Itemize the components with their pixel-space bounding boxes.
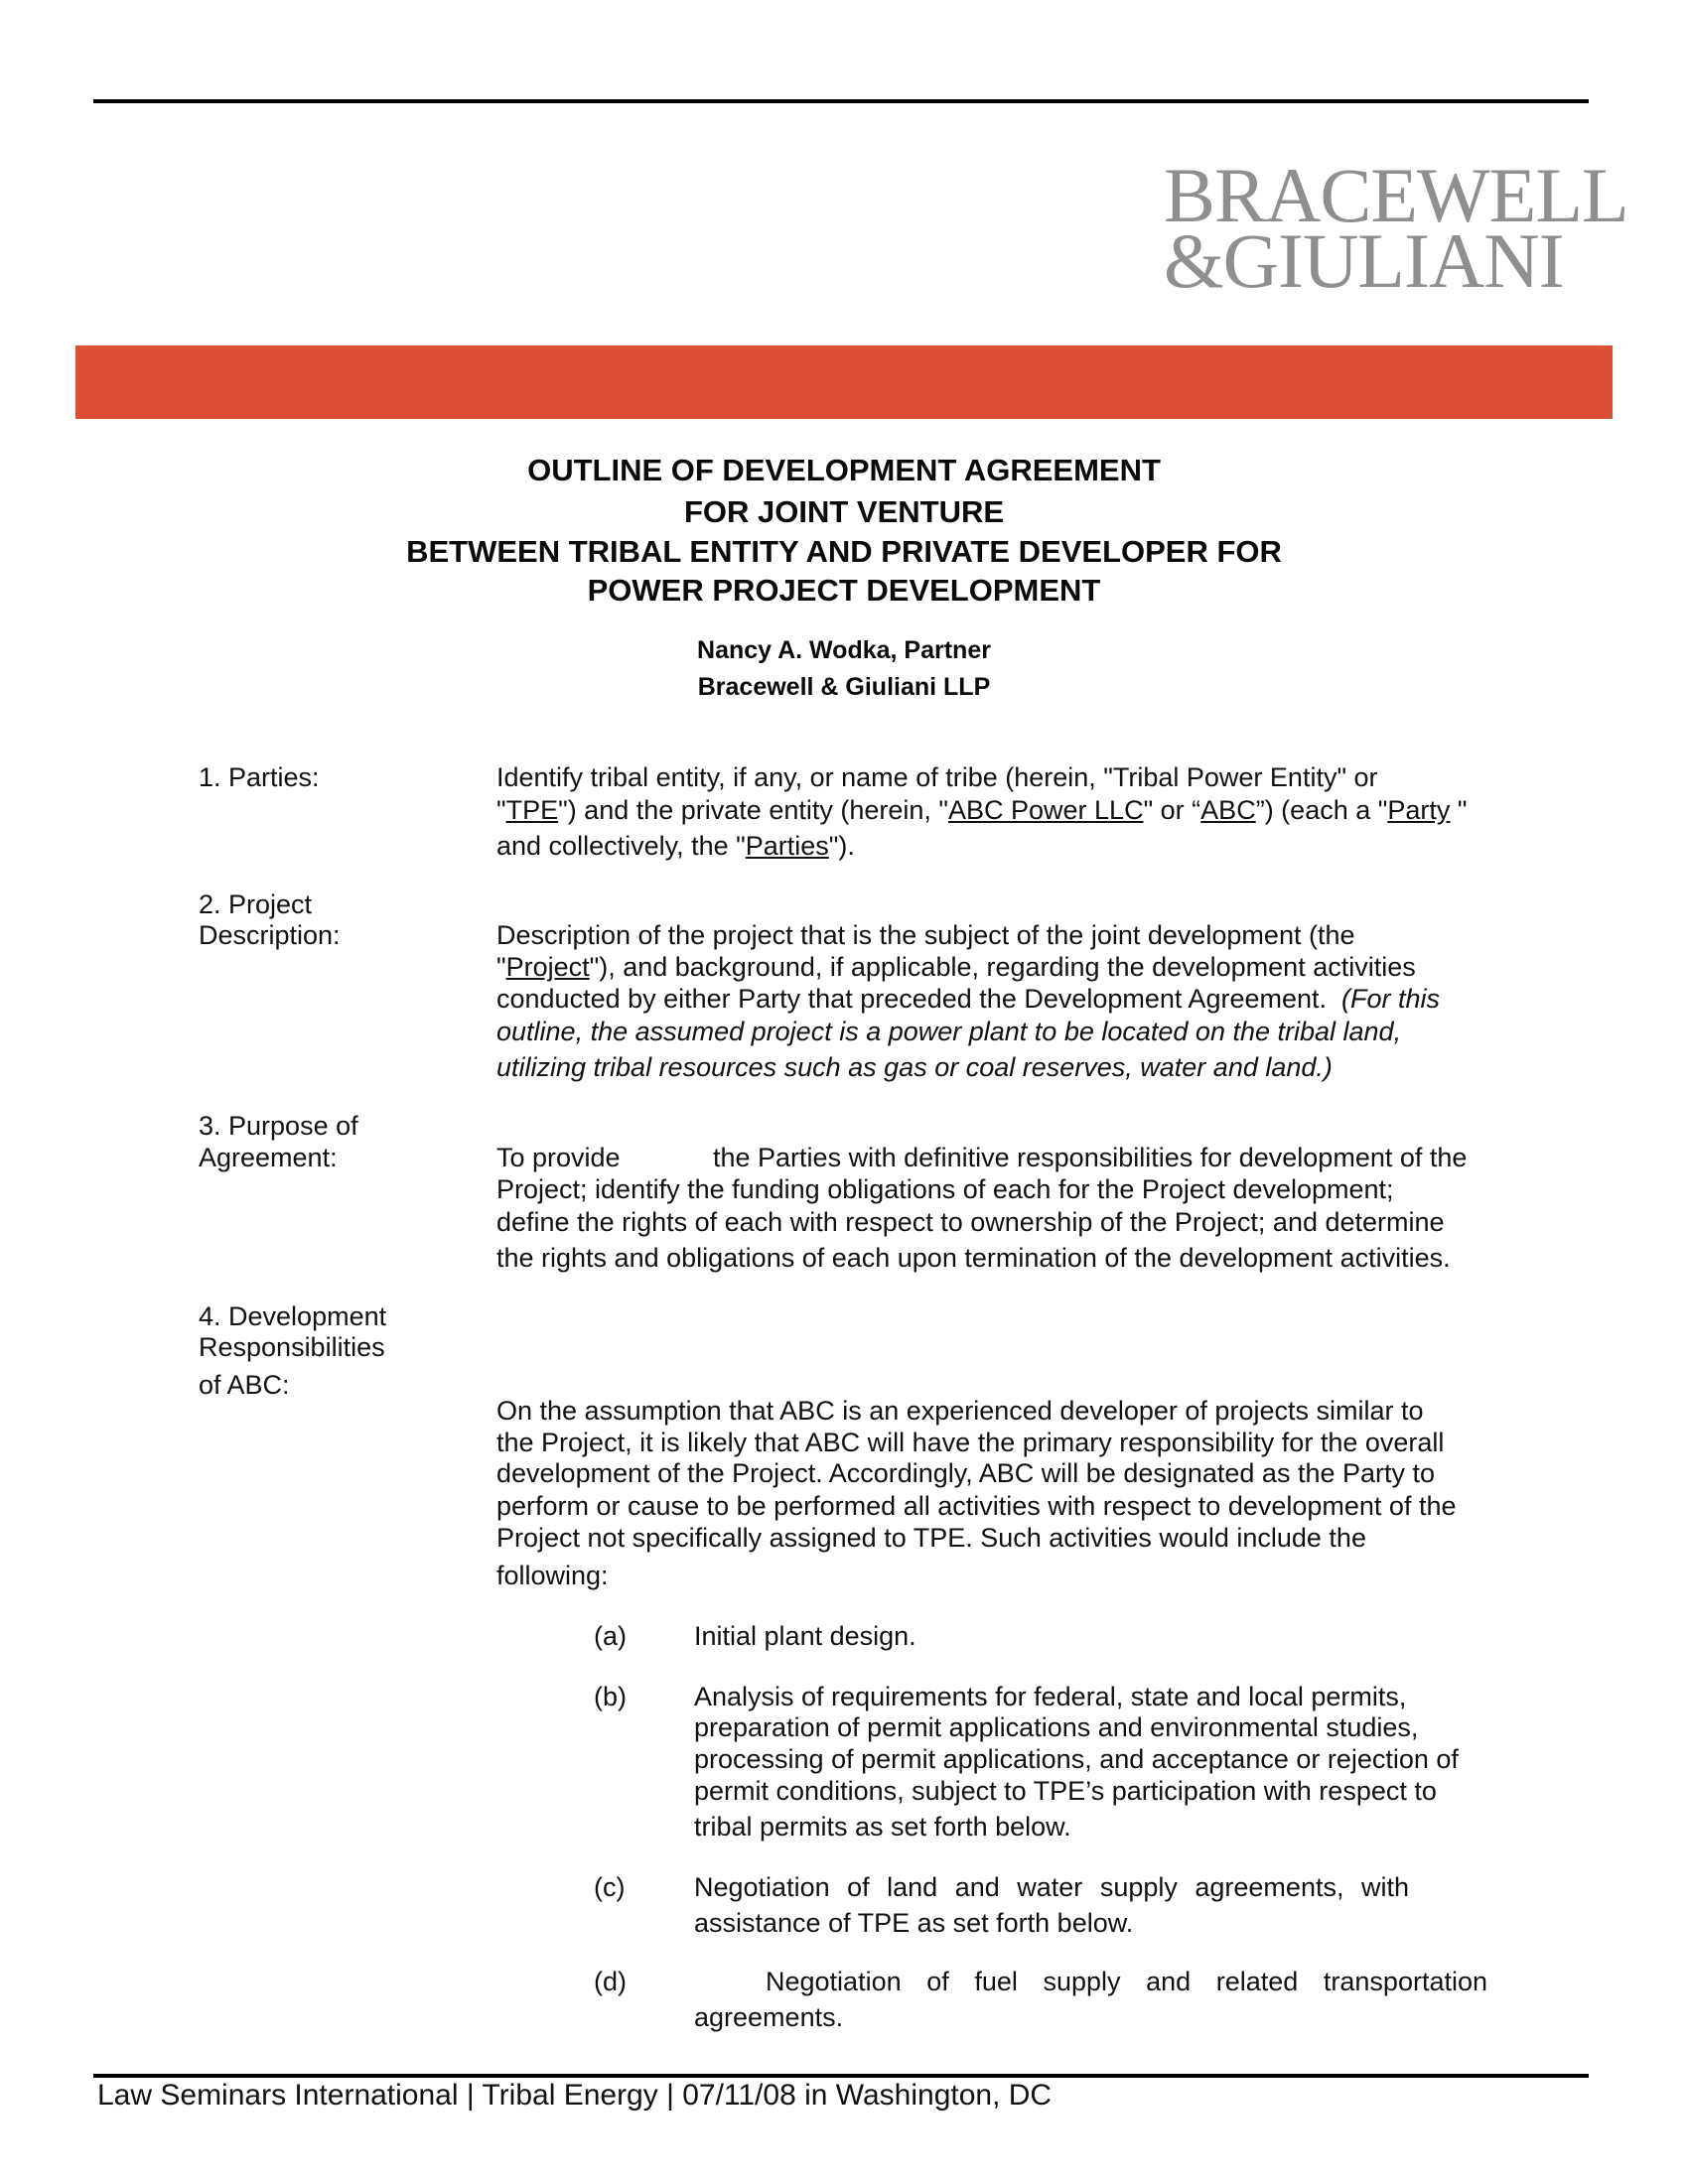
item-b-line-5: tribal permits as set forth below. — [694, 1812, 1071, 1842]
defined-term-abc-power-llc: ABC Power LLC — [947, 795, 1144, 825]
section-4-line-6: following: — [496, 1561, 609, 1590]
defined-term-party: Party — [1387, 795, 1451, 825]
section-2-line-4: outline, the assumed project is a power plant to be located on the tribal land, — [496, 1017, 1402, 1046]
item-d-line-2: agreements. — [694, 2002, 844, 2032]
section-2-line-3 — [496, 986, 1440, 1013]
item-b-line-4: permit conditions, subject to TPE’s participation with respect to — [694, 1776, 1437, 1806]
section-4-label-1: 4. Development — [199, 1301, 387, 1331]
text-fragment: conducted by either Party that preceded the Development Agreement. — [496, 984, 1342, 1014]
item-a-line-1: Initial plant design. — [694, 1621, 916, 1651]
item-c-line-2: assistance of TPE as set forth below. — [694, 1908, 1134, 1938]
author-firm: Bracewell & Giuliani LLP — [697, 673, 991, 701]
item-b-line-2: preparation of permit applications and environmental studies, — [694, 1712, 1419, 1742]
section-4-line-2: the Project, it is likely that ABC will have the primary responsibility for the overall — [496, 1428, 1445, 1457]
item-b-line-3: processing of permit applications, and acceptance or rejection of — [694, 1744, 1459, 1774]
title-line-3: BETWEEN TRIBAL ENTITY AND PRIVATE DEVELOPER FOR — [406, 534, 1282, 569]
text-fragment: "). — [828, 831, 855, 861]
text-fragment: " — [1450, 795, 1468, 825]
item-d-marker: (d) — [594, 1967, 627, 1996]
logo-line-2: &GIULIANI — [1164, 217, 1564, 304]
author-name: Nancy A. Wodka, Partner — [697, 636, 991, 664]
defined-term-abc: ABC — [1200, 795, 1256, 825]
section-3-line-4: the rights and obligations of each upon termination of the development activities. — [496, 1243, 1451, 1273]
text-fragment: " — [496, 795, 506, 825]
section-4-line-4: perform or cause to be performed all activities with respect to development of the — [496, 1491, 1457, 1521]
item-c-marker: (c) — [594, 1872, 626, 1902]
section-4-line-5: Project not specifically assigned to TPE. Such activities would include the — [496, 1523, 1366, 1553]
section-4-line-1: On the assumption that ABC is an experienced developer of projects similar to — [496, 1396, 1424, 1426]
item-b-marker: (b) — [594, 1682, 627, 1711]
defined-term-tpe: TPE — [505, 795, 559, 825]
text-fragment: " — [496, 952, 506, 982]
section-4-line-3: development of the Project. Accordingly, ABC will be designated as the Party to — [496, 1458, 1436, 1488]
section-2-line-2 — [496, 954, 1416, 981]
section-4-label-3: of ABC: — [199, 1370, 290, 1400]
text-fragment: and collectively, the " — [496, 831, 746, 861]
logo-line-1: BRACEWELL — [1164, 152, 1628, 238]
item-a-marker: (a) — [594, 1621, 627, 1651]
item-c-line-1: Negotiation of land and water supply agreements, with — [694, 1872, 1409, 1902]
section-2-label-2: Description: — [199, 920, 341, 950]
text-fragment: "), and background, if applicable, regarding the development activities — [589, 952, 1416, 982]
title-line-1: OUTLINE OF DEVELOPMENT AGREEMENT — [527, 453, 1161, 487]
section-1-line-2 — [496, 797, 1467, 824]
defined-term-project: Project — [505, 952, 590, 982]
item-d-line-1: Negotiation of fuel supply and related transportation — [766, 1967, 1487, 1996]
firm-logo — [1164, 152, 1628, 304]
title-line-2: FOR JOINT VENTURE — [683, 494, 1005, 529]
text-fragment: ”) (each a " — [1255, 795, 1388, 825]
footer-text: Law Seminars International | Tribal Energy | 07/11/08 in Washington, DC — [97, 2079, 1053, 2112]
text-fragment: ") and the private entity (herein, " — [558, 795, 948, 825]
section-3-line-2: Project; identify the funding obligations of each for the Project development; — [496, 1174, 1394, 1204]
title-line-4: POWER PROJECT DEVELOPMENT — [587, 573, 1101, 608]
section-1-line-3 — [496, 833, 855, 860]
section-3-line-1a: To provide — [496, 1143, 621, 1172]
item-b-line-1: Analysis of requirements for federal, state and local permits, — [694, 1682, 1407, 1711]
header-band — [75, 345, 1613, 419]
section-3-label-1: 3. Purpose of — [199, 1111, 358, 1141]
section-1-line-1: Identify tribal entity, if any, or name of tribe (herein, "Tribal Power Entity" or — [496, 762, 1378, 792]
text-fragment: " or “ — [1143, 795, 1201, 825]
section-2-line-5: utilizing tribal resources such as gas or coal reserves, water and land.) — [496, 1052, 1333, 1082]
section-3-line-3: define the rights of each with respect to ownership of the Project; and determine — [496, 1207, 1445, 1237]
footer-rule — [93, 2074, 1589, 2078]
section-1-label: 1. Parties: — [199, 762, 320, 792]
section-4-label-2: Responsibilities — [199, 1332, 385, 1362]
defined-term-parties: Parties — [745, 831, 829, 861]
italic-note: (For this — [1341, 984, 1441, 1014]
top-rule — [93, 99, 1589, 103]
section-2-line-1: Description of the project that is the subject of the joint development (the — [496, 920, 1355, 950]
section-3-line-1b: the Parties with definitive responsibilities for development of the — [713, 1143, 1468, 1172]
section-3-label-2: Agreement: — [199, 1143, 338, 1172]
section-2-label-1: 2. Project — [199, 889, 313, 919]
